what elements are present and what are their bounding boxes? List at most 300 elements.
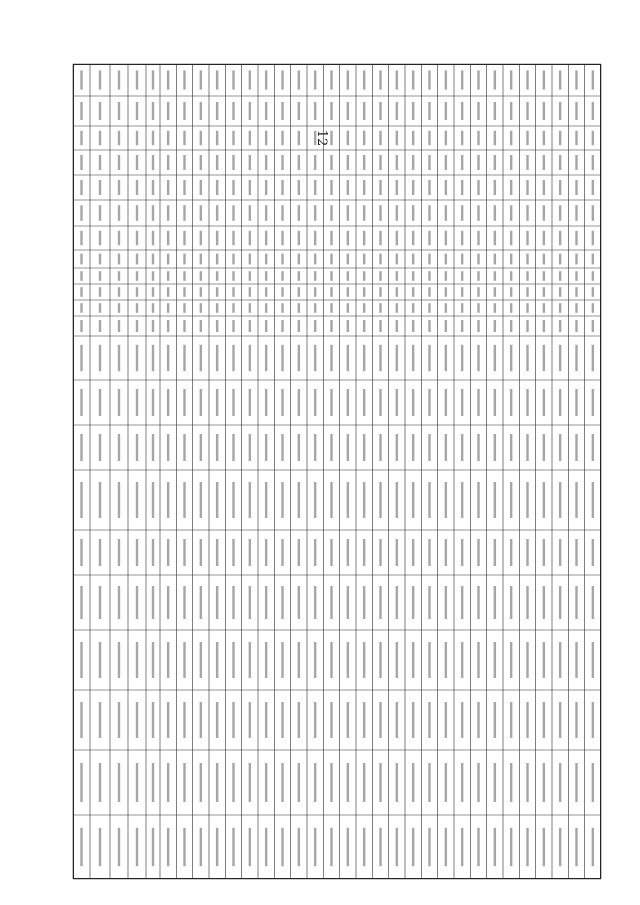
illegible-cell-text — [428, 389, 430, 416]
illegible-cell-text — [494, 345, 496, 371]
illegible-cell-text — [265, 482, 267, 518]
illegible-cell-text — [265, 102, 267, 120]
illegible-cell-text — [183, 102, 185, 120]
illegible-cell-text — [232, 102, 234, 120]
illegible-cell-text — [99, 180, 101, 195]
illegible-cell-text — [379, 586, 381, 619]
illegible-cell-text — [363, 702, 365, 738]
illegible-cell-text — [526, 763, 528, 802]
illegible-cell-text — [232, 287, 234, 297]
illegible-cell-text — [363, 254, 365, 265]
illegible-cell-text — [330, 131, 332, 145]
illegible-cell-text — [249, 287, 251, 297]
illegible-cell-text — [314, 320, 316, 332]
illegible-cell-text — [543, 389, 545, 416]
illegible-cell-text — [363, 102, 365, 120]
illegible-cell-text — [445, 303, 447, 313]
illegible-cell-text — [152, 180, 154, 195]
illegible-cell-text — [216, 205, 218, 221]
illegible-cell-text — [314, 303, 316, 313]
illegible-cell-text — [526, 254, 528, 265]
illegible-cell-text — [347, 320, 349, 332]
illegible-cell-text — [477, 254, 479, 265]
illegible-cell-text — [575, 180, 577, 195]
illegible-cell-text — [379, 231, 381, 245]
illegible-cell-text — [136, 763, 138, 802]
illegible-cell-text — [494, 539, 496, 566]
illegible-cell-text — [80, 828, 82, 866]
illegible-cell-text — [183, 271, 185, 281]
illegible-cell-text — [592, 586, 594, 619]
illegible-cell-text — [216, 271, 218, 281]
illegible-cell-text — [314, 131, 316, 145]
illegible-cell-text — [396, 642, 398, 678]
illegible-cell-text — [379, 389, 381, 416]
illegible-cell-text — [559, 271, 561, 281]
illegible-cell-text — [136, 303, 138, 313]
illegible-cell-text — [80, 271, 82, 281]
illegible-cell-text — [298, 828, 300, 866]
illegible-cell-text — [379, 434, 381, 461]
illegible-cell-text — [347, 763, 349, 802]
illegible-cell-text — [412, 642, 414, 678]
illegible-cell-text — [118, 287, 120, 297]
illegible-cell-text — [118, 271, 120, 281]
illegible-cell-text — [575, 231, 577, 245]
illegible-cell-text — [281, 231, 283, 245]
illegible-cell-text — [80, 482, 82, 518]
illegible-cell-text — [265, 539, 267, 566]
illegible-cell-text — [592, 155, 594, 170]
illegible-cell-text — [428, 586, 430, 619]
illegible-cell-text — [232, 271, 234, 281]
illegible-cell-text — [152, 303, 154, 313]
illegible-cell-text — [281, 345, 283, 371]
illegible-cell-text — [559, 345, 561, 371]
illegible-cell-text — [445, 586, 447, 619]
illegible-cell-text — [330, 254, 332, 265]
illegible-cell-text — [412, 303, 414, 313]
illegible-cell-text — [216, 434, 218, 461]
illegible-cell-text — [575, 205, 577, 221]
illegible-cell-text — [428, 155, 430, 170]
illegible-cell-text — [494, 642, 496, 678]
illegible-cell-text — [200, 155, 202, 170]
illegible-cell-text — [281, 763, 283, 802]
illegible-cell-text — [232, 642, 234, 678]
illegible-cell-text — [363, 180, 365, 195]
illegible-cell-text — [526, 828, 528, 866]
illegible-cell-text — [477, 155, 479, 170]
illegible-cell-text — [183, 763, 185, 802]
illegible-cell-text — [80, 205, 82, 221]
illegible-cell-text — [265, 271, 267, 281]
illegible-cell-text — [298, 131, 300, 145]
illegible-cell-text — [477, 271, 479, 281]
illegible-cell-text — [445, 231, 447, 245]
illegible-cell-text — [183, 155, 185, 170]
illegible-cell-text — [330, 180, 332, 195]
illegible-cell-text — [412, 702, 414, 738]
illegible-cell-text — [494, 586, 496, 619]
illegible-cell-text — [281, 155, 283, 170]
illegible-cell-text — [152, 320, 154, 332]
illegible-cell-text — [363, 287, 365, 297]
illegible-cell-text — [99, 482, 101, 518]
illegible-cell-text — [559, 254, 561, 265]
illegible-cell-text — [152, 389, 154, 416]
illegible-cell-text — [136, 70, 138, 89]
illegible-cell-text — [281, 180, 283, 195]
illegible-cell-text — [445, 389, 447, 416]
illegible-cell-text — [200, 271, 202, 281]
illegible-cell-text — [494, 434, 496, 461]
illegible-cell-text — [575, 642, 577, 678]
illegible-cell-text — [330, 702, 332, 738]
illegible-cell-text — [136, 231, 138, 245]
illegible-cell-text — [494, 320, 496, 332]
illegible-cell-text — [543, 320, 545, 332]
illegible-cell-text — [543, 586, 545, 619]
illegible-cell-text — [314, 254, 316, 265]
illegible-cell-text — [396, 389, 398, 416]
illegible-cell-text — [543, 702, 545, 738]
illegible-cell-text — [118, 345, 120, 371]
illegible-cell-text — [347, 345, 349, 371]
illegible-cell-text — [461, 539, 463, 566]
illegible-cell-text — [216, 389, 218, 416]
illegible-cell-text — [265, 434, 267, 461]
illegible-cell-text — [265, 763, 267, 802]
illegible-cell-text — [543, 434, 545, 461]
illegible-cell-text — [396, 205, 398, 221]
illegible-cell-text — [152, 254, 154, 265]
illegible-cell-text — [80, 586, 82, 619]
illegible-cell-text — [265, 231, 267, 245]
illegible-cell-text — [216, 642, 218, 678]
illegible-cell-text — [559, 131, 561, 145]
illegible-cell-text — [249, 828, 251, 866]
illegible-cell-text — [592, 482, 594, 518]
illegible-cell-text — [136, 482, 138, 518]
illegible-cell-text — [559, 763, 561, 802]
illegible-cell-text — [461, 320, 463, 332]
illegible-cell-text — [412, 828, 414, 866]
illegible-cell-text — [314, 180, 316, 195]
illegible-cell-text — [379, 180, 381, 195]
illegible-cell-text — [363, 131, 365, 145]
illegible-cell-text — [152, 287, 154, 297]
illegible-cell-text — [216, 254, 218, 265]
illegible-cell-text — [330, 434, 332, 461]
illegible-cell-text — [412, 180, 414, 195]
illegible-cell-text — [477, 642, 479, 678]
illegible-cell-text — [152, 271, 154, 281]
illegible-cell-text — [445, 131, 447, 145]
illegible-cell-text — [510, 345, 512, 371]
illegible-cell-text — [298, 303, 300, 313]
illegible-cell-text — [152, 205, 154, 221]
illegible-cell-text — [412, 102, 414, 120]
illegible-cell-text — [510, 303, 512, 313]
illegible-cell-text — [281, 434, 283, 461]
illegible-cell-text — [314, 828, 316, 866]
illegible-cell-text — [118, 180, 120, 195]
illegible-cell-text — [265, 131, 267, 145]
illegible-cell-text — [265, 254, 267, 265]
illegible-cell-text — [559, 586, 561, 619]
illegible-cell-text — [298, 180, 300, 195]
illegible-cell-text — [347, 586, 349, 619]
illegible-cell-text — [167, 102, 169, 120]
illegible-cell-text — [216, 482, 218, 518]
illegible-cell-text — [330, 303, 332, 313]
illegible-cell-text — [592, 271, 594, 281]
illegible-cell-text — [543, 642, 545, 678]
illegible-cell-text — [428, 763, 430, 802]
illegible-cell-text — [543, 70, 545, 89]
illegible-cell-text — [216, 155, 218, 170]
illegible-cell-text — [543, 205, 545, 221]
illegible-cell-text — [510, 231, 512, 245]
illegible-cell-text — [200, 539, 202, 566]
illegible-cell-text — [249, 70, 251, 89]
illegible-cell-text — [379, 70, 381, 89]
illegible-cell-text — [396, 320, 398, 332]
illegible-cell-text — [216, 320, 218, 332]
illegible-cell-text — [445, 155, 447, 170]
illegible-cell-text — [412, 320, 414, 332]
illegible-cell-text — [428, 345, 430, 371]
illegible-cell-text — [183, 828, 185, 866]
illegible-cell-text — [232, 303, 234, 313]
illegible-cell-text — [249, 702, 251, 738]
illegible-cell-text — [281, 70, 283, 89]
illegible-cell-text — [461, 70, 463, 89]
illegible-cell-text — [363, 320, 365, 332]
illegible-cell-text — [249, 254, 251, 265]
illegible-cell-text — [526, 642, 528, 678]
illegible-cell-text — [80, 642, 82, 678]
illegible-cell-text — [330, 642, 332, 678]
illegible-cell-text — [592, 539, 594, 566]
illegible-cell-text — [510, 702, 512, 738]
illegible-cell-text — [461, 642, 463, 678]
illegible-cell-text — [396, 482, 398, 518]
illegible-cell-text — [118, 828, 120, 866]
illegible-cell-text — [183, 482, 185, 518]
illegible-cell-text — [412, 254, 414, 265]
illegible-cell-text — [200, 102, 202, 120]
illegible-cell-text — [232, 180, 234, 195]
illegible-cell-text — [412, 131, 414, 145]
illegible-cell-text — [99, 763, 101, 802]
illegible-cell-text — [575, 539, 577, 566]
illegible-cell-text — [216, 303, 218, 313]
illegible-cell-text — [494, 131, 496, 145]
illegible-cell-text — [232, 70, 234, 89]
illegible-cell-text — [461, 389, 463, 416]
illegible-cell-text — [216, 231, 218, 245]
illegible-cell-text — [347, 539, 349, 566]
illegible-cell-text — [99, 539, 101, 566]
illegible-cell-text — [379, 320, 381, 332]
illegible-cell-text — [183, 70, 185, 89]
illegible-cell-text — [379, 345, 381, 371]
illegible-cell-text — [232, 231, 234, 245]
illegible-cell-text — [396, 231, 398, 245]
illegible-cell-text — [510, 763, 512, 802]
illegible-cell-text — [183, 231, 185, 245]
illegible-cell-text — [347, 702, 349, 738]
illegible-cell-text — [249, 586, 251, 619]
illegible-cell-text — [559, 155, 561, 170]
illegible-cell-text — [592, 763, 594, 802]
illegible-cell-text — [200, 131, 202, 145]
illegible-cell-text — [298, 702, 300, 738]
illegible-cell-text — [314, 482, 316, 518]
illegible-cell-text — [559, 303, 561, 313]
illegible-cell-text — [396, 254, 398, 265]
illegible-cell-text — [526, 271, 528, 281]
illegible-cell-text — [99, 642, 101, 678]
illegible-cell-text — [265, 70, 267, 89]
illegible-cell-text — [559, 642, 561, 678]
illegible-cell-text — [543, 155, 545, 170]
illegible-cell-text — [152, 131, 154, 145]
illegible-cell-text — [494, 828, 496, 866]
illegible-cell-text — [379, 303, 381, 313]
illegible-cell-text — [526, 180, 528, 195]
illegible-cell-text — [559, 320, 561, 332]
illegible-cell-text — [363, 482, 365, 518]
illegible-cell-text — [118, 539, 120, 566]
illegible-cell-text — [510, 70, 512, 89]
illegible-cell-text — [494, 102, 496, 120]
illegible-cell-text — [559, 70, 561, 89]
illegible-cell-text — [314, 763, 316, 802]
illegible-cell-text — [592, 102, 594, 120]
illegible-cell-text — [216, 102, 218, 120]
illegible-cell-text — [216, 586, 218, 619]
illegible-cell-text — [80, 763, 82, 802]
illegible-cell-text — [152, 702, 154, 738]
illegible-cell-text — [80, 102, 82, 120]
illegible-cell-text — [510, 131, 512, 145]
illegible-cell-text — [396, 102, 398, 120]
illegible-cell-text — [510, 205, 512, 221]
illegible-cell-text — [118, 231, 120, 245]
illegible-cell-text — [445, 180, 447, 195]
illegible-cell-text — [281, 642, 283, 678]
illegible-cell-text — [167, 389, 169, 416]
illegible-cell-text — [232, 434, 234, 461]
illegible-cell-text — [330, 828, 332, 866]
illegible-cell-text — [281, 205, 283, 221]
illegible-cell-text — [412, 287, 414, 297]
illegible-cell-text — [592, 287, 594, 297]
illegible-cell-text — [265, 345, 267, 371]
illegible-cell-text — [494, 205, 496, 221]
illegible-cell-text — [445, 702, 447, 738]
illegible-cell-text — [99, 320, 101, 332]
illegible-cell-text — [526, 702, 528, 738]
illegible-cell-text — [347, 131, 349, 145]
illegible-cell-text — [412, 763, 414, 802]
illegible-cell-text — [575, 763, 577, 802]
illegible-cell-text — [216, 763, 218, 802]
illegible-cell-text — [152, 434, 154, 461]
illegible-cell-text — [249, 102, 251, 120]
illegible-cell-text — [379, 205, 381, 221]
illegible-cell-text — [152, 155, 154, 170]
illegible-cell-text — [477, 320, 479, 332]
illegible-cell-text — [592, 434, 594, 461]
illegible-cell-text — [265, 205, 267, 221]
illegible-cell-text — [200, 702, 202, 738]
illegible-cell-text — [281, 102, 283, 120]
illegible-cell-text — [136, 320, 138, 332]
illegible-cell-text — [298, 434, 300, 461]
illegible-cell-text — [136, 642, 138, 678]
illegible-cell-text — [461, 205, 463, 221]
illegible-cell-text — [543, 102, 545, 120]
illegible-cell-text — [347, 180, 349, 195]
illegible-cell-text — [167, 586, 169, 619]
illegible-cell-text — [575, 155, 577, 170]
illegible-cell-text — [526, 482, 528, 518]
illegible-cell-text — [167, 642, 169, 678]
illegible-cell-text — [167, 482, 169, 518]
illegible-cell-text — [183, 320, 185, 332]
illegible-cell-text — [99, 254, 101, 265]
illegible-cell-text — [526, 303, 528, 313]
illegible-cell-text — [281, 254, 283, 265]
illegible-cell-text — [152, 763, 154, 802]
illegible-cell-text — [118, 131, 120, 145]
illegible-cell-text — [510, 539, 512, 566]
illegible-cell-text — [118, 642, 120, 678]
illegible-cell-text — [347, 642, 349, 678]
illegible-cell-text — [118, 389, 120, 416]
illegible-cell-text — [152, 828, 154, 866]
illegible-cell-text — [477, 763, 479, 802]
illegible-cell-text — [445, 482, 447, 518]
illegible-cell-text — [281, 271, 283, 281]
illegible-cell-text — [379, 102, 381, 120]
illegible-cell-text — [477, 303, 479, 313]
illegible-cell-text — [99, 70, 101, 89]
illegible-cell-text — [363, 828, 365, 866]
illegible-cell-text — [232, 702, 234, 738]
illegible-cell-text — [396, 702, 398, 738]
illegible-cell-text — [298, 155, 300, 170]
illegible-cell-text — [232, 320, 234, 332]
illegible-cell-text — [575, 482, 577, 518]
illegible-cell-text — [298, 345, 300, 371]
illegible-cell-text — [461, 345, 463, 371]
illegible-cell-text — [347, 303, 349, 313]
illegible-cell-text — [136, 539, 138, 566]
illegible-cell-text — [559, 389, 561, 416]
illegible-cell-text — [200, 205, 202, 221]
illegible-cell-text — [314, 287, 316, 297]
illegible-cell-text — [477, 828, 479, 866]
illegible-cell-text — [167, 205, 169, 221]
illegible-cell-text — [232, 131, 234, 145]
illegible-cell-text — [396, 271, 398, 281]
illegible-cell-text — [200, 586, 202, 619]
